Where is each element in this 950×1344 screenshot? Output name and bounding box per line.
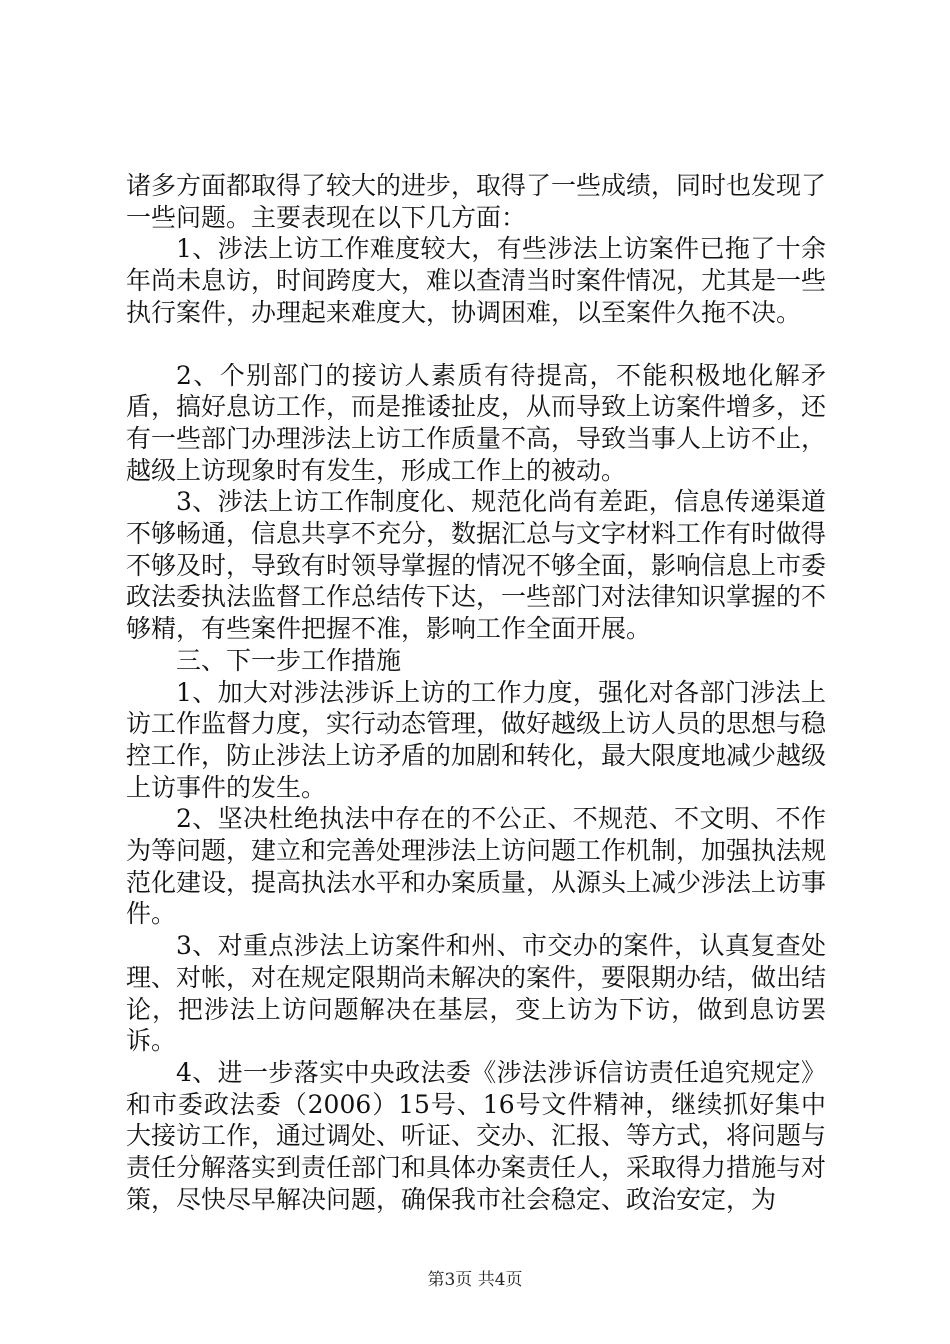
paragraph-issue-3: 3、涉法上访工作制度化、规范化尚有差距，信息传递渠道不够畅通，信息共享不充分，数据汇总与文字材料工作有时做得不够及时，导致有时领导掌握的情况不够全面，影响信息上市委政法委执法监督工作总结传下达，一些部门对法律知识掌握的不够精，有些案件把握不准，影响工作全面开展。	[126, 487, 827, 644]
page-footer: 第3页 共4页	[427, 1270, 523, 1290]
paragraph-measure-3: 3、对重点涉法上访案件和州、市交办的案件，认真复查处理、对帐，对在规定限期尚未解决的案件，要限期办结，做出结论，把涉法上访问题解决在基层，变上访为下访，做到息访罢诉。	[126, 931, 827, 1056]
paragraph-measure-1: 1、加大对涉法涉诉上访的工作力度，强化对各部门涉法上访工作监督力度，实行动态管理，做好越级上访人员的思想与稳控工作，防止涉法上访矛盾的加剧和转化，最大限度地减少越级上访事件的发生。	[126, 677, 827, 802]
paragraph-measure-2: 2、坚决杜绝执法中存在的不公正、不规范、不文明、不作为等问题，建立和完善处理涉法上访问题工作机制，加强执法规范化建设，提高执法水平和办案质量，从源头上减少涉法上访事件。	[126, 804, 827, 929]
paragraph-issue-1: 1、涉法上访工作难度较大，有些涉法上访案件已拖了十余年尚未息访，时间跨度大，难以查清当时案件情况，尤其是一些执行案件，办理起来难度大，协调困难，以至案件久拖不决。	[126, 234, 827, 327]
paragraph-measure-4: 4、进一步落实中央政法委《涉法涉诉信访责任追究规定》和市委政法委（2006）15号、16号文件精神，继续抓好集中大接访工作，通过调处、听证、交办、汇报、等方式，将问题与责任分解落实到责任部门和具体办案责任人，采取得力措施与对策，尽快尽早解决问题，确保我市社会稳定、政治安定，为	[126, 1057, 827, 1214]
section-heading-next-steps: 三、下一步工作措施	[176, 645, 402, 675]
document-body	[126, 170, 826, 1216]
paragraph-issue-2: 2、个别部门的接访人素质有待提高，不能积极地化解矛盾，搞好息访工作，而是推诿扯皮，从而导致上访案件增多，还有一些部门办理涉法上访工作质量不高，导致当事人上访不止，越级上访现象时有发生，形成工作上的被动。	[126, 360, 827, 485]
paragraph-continuation: 诸多方面都取得了较大的进步，取得了一些成绩，同时也发现了一些问题。主要表现在以下几方面：	[126, 171, 827, 232]
